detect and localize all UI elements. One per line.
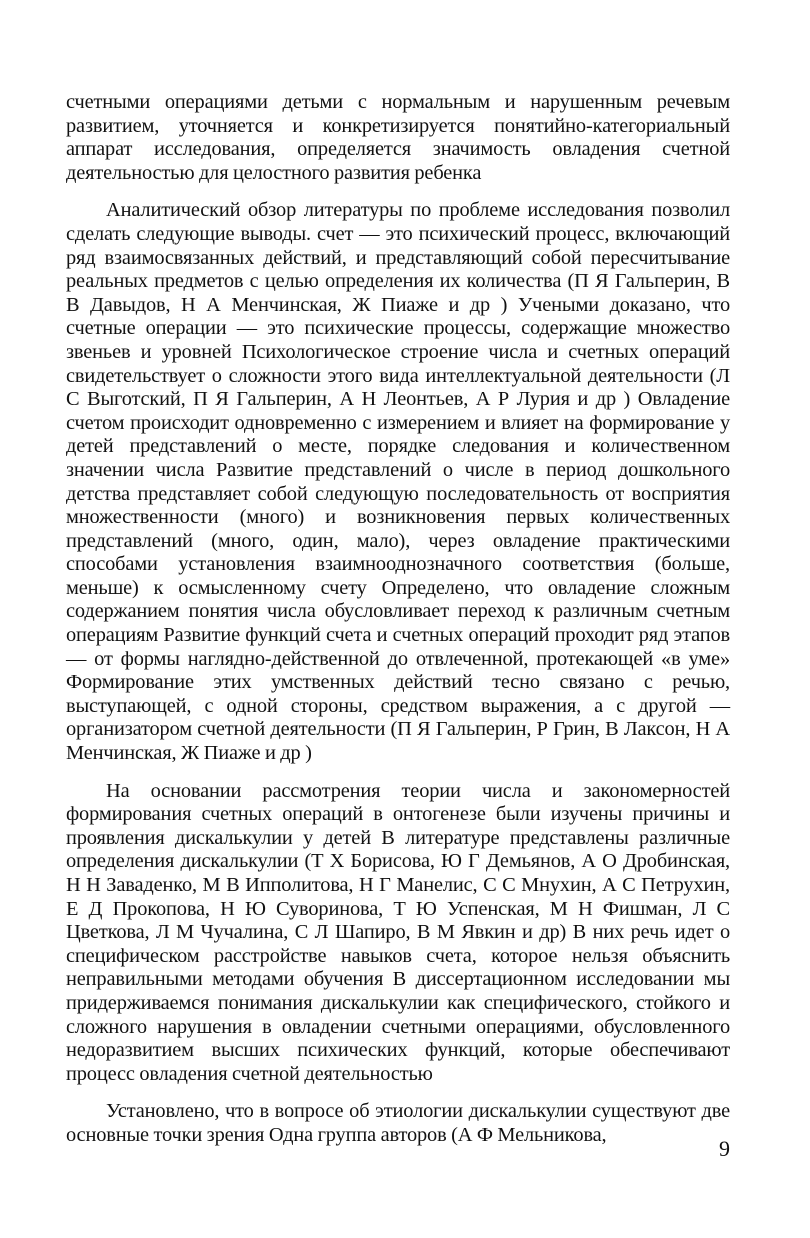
page-number: 9 — [719, 1136, 730, 1161]
page-body — [66, 91, 730, 1162]
paragraph-2: Аналитический обзор литературы по проблеме исследования позволил сделать следующие выводы. счет — это психический процесс, включающий ряд взаимосвязанных действий, и представляющий собой пересчитывание реальных предметов с целью определения их количества (П Я Гальперин, В В Давыдов, Н А Менчинская, Ж Пиаже и др ) Учеными доказано, что счетные операции — это психические процессы, содержащие множество звеньев и уровней Психологическое строение числа и счетных операций свидетельствует о сложности этого вида интеллектуальной деятельности (Л С Выготский, П Я Гальперин, А Н Леонтьев, А Р Лурия и др ) Овладение счетом происходит одновременно с измерением и влияет на формирование у детей представлений о месте, порядке следования и количественном значении числа Развитие представлений о числе в период дошкольного детства представляет собой следующую последовательность от восприятия множественности (много) и возникновения первых количественных представлений (много, один, мало), через овладение практическими способами установления взаимнооднозначного соответствия (больше, меньше) к осмысленному счету Определено, что овладение сложным содержанием понятия числа обусловливает переход к различным счетным операциям Развитие функций счета и счетных операций проходит ряд этапов — от формы наглядно-действенной до отвлеченной, протекающей «в уме» Формирование этих умственных действий тесно связано с речью, выступающей, с одной стороны, средством выражения, а с другой — организатором счетной деятельности (П Я Гальперин, Р Грин, В Лаксон, Н А Менчинская, Ж Пиаже и др ) — [66, 199, 730, 765]
paragraph-1: счетными операциями детьми с нормальным и нарушенным речевым развитием, уточняется и конкретизируется понятийно-категориальный аппарат исследования, определяется значимость овладения счетной деятельностью для целостного развития ребенка — [66, 91, 730, 184]
paragraph-4: Установлено, что в вопросе об этиологии дискалькулии существуют две основные точки зрения Одна группа авторов (А Ф Мельникова, — [66, 1100, 730, 1146]
paragraph-3: На основании рассмотрения теории числа и закономерностей формирования счетных операций в онтогенезе были изучены причины и проявления дискалькулии у детей В литературе представлены различные определения дискалькулии (Т Х Борисова, Ю Г Демьянов, А О Дробинская, Н Н Заваденко, М В Ипполитова, Н Г Манелис, С С Мнухин, А С Петрухин, Е Д Прокопова, Н Ю Суворинова, Т Ю Успенская, М Н Фишман, Л С Цветкова, Л М Чучалина, С Л Шапиро, В М Явкин и др) В них речь идет о специфическом расстройстве навыков счета, которое нельзя объяснить неправильными методами обучения В диссертационном исследовании мы придерживаемся понимания дискалькулии как специфического, стойкого и сложного нарушения в овладении счетными операциями, обусловленного недоразвитием высших психических функций, которые обеспечивают процесс овладения счетной деятельностью — [66, 779, 730, 1085]
